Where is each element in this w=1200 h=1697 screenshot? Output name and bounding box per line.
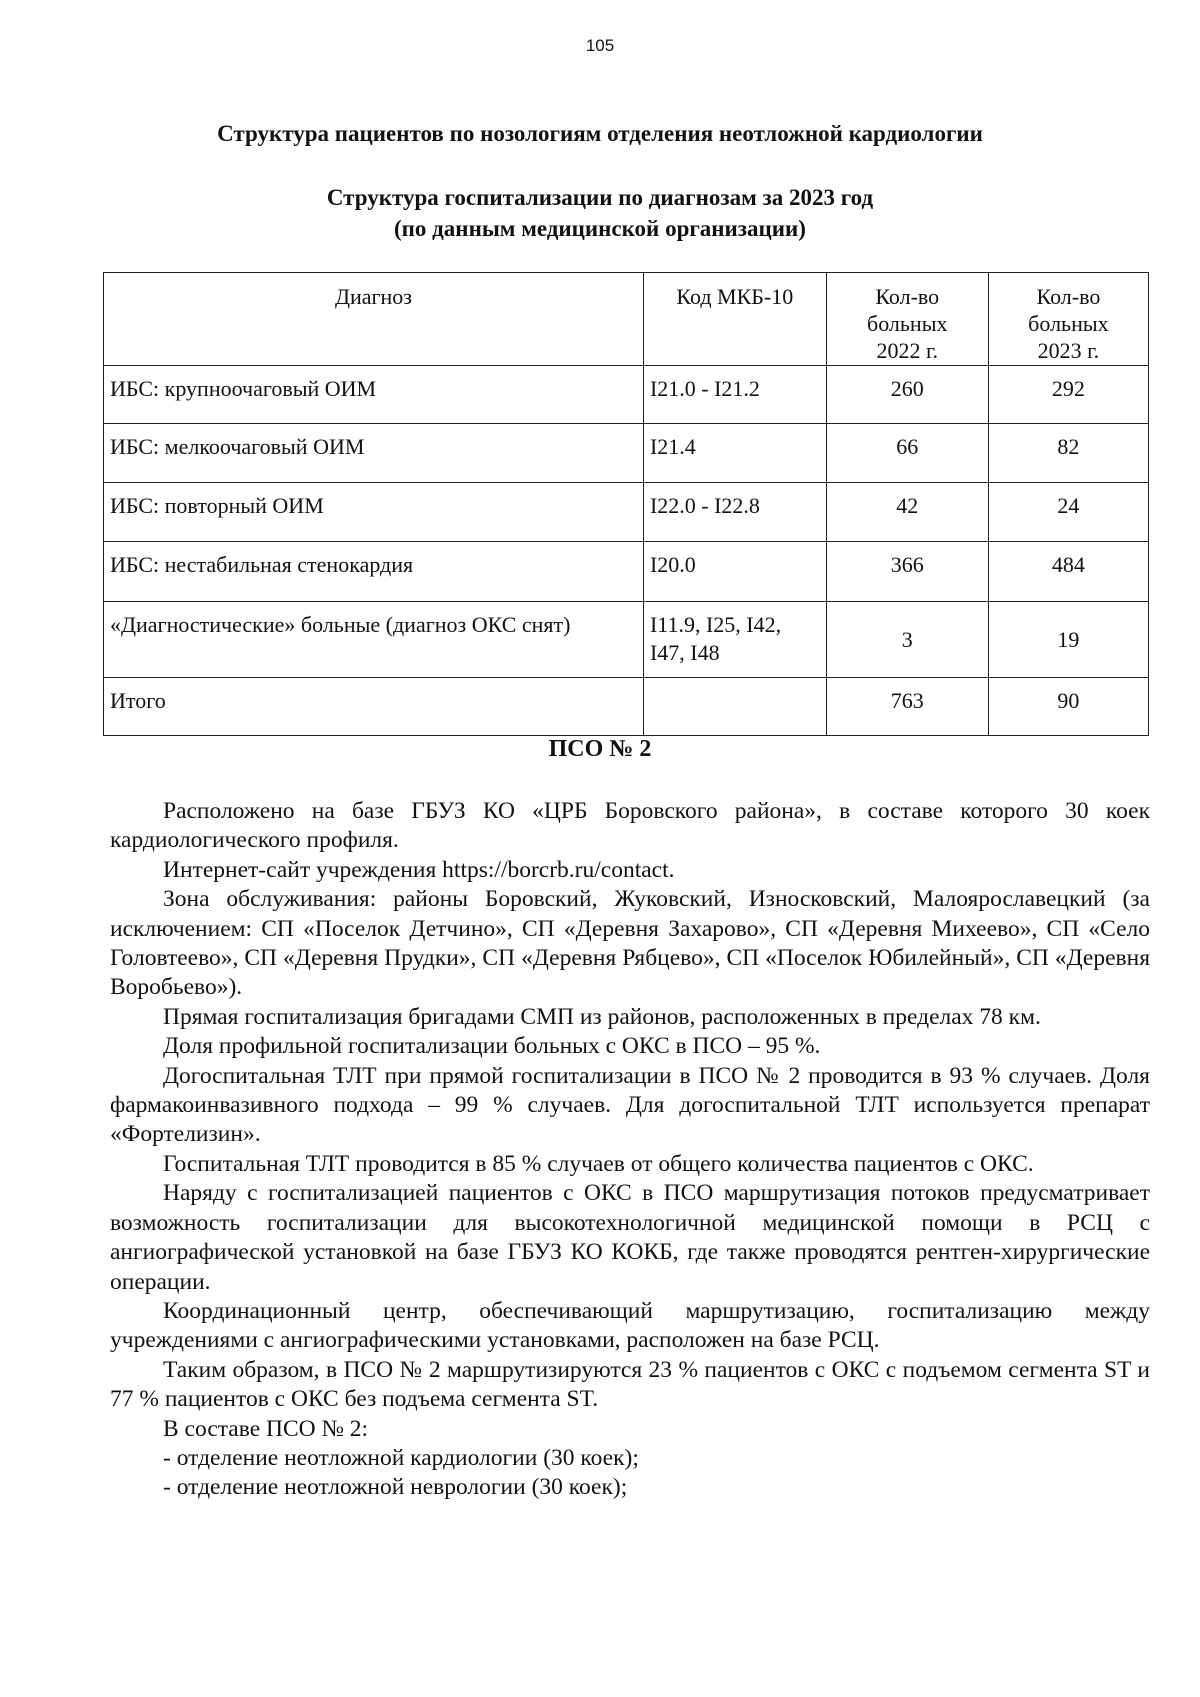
- cell-code: I21.4: [643, 424, 826, 483]
- paragraph-routing: Наряду с госпитализацией пациентов с ОКС в ПСО маршрутизация потоков предусматривает возможность госпитализации для высокотехнологичной медицинской помощи в РСЦ с ангиографической установкой на базе ГБУЗ КО КОКБ, где также проводятся рентген-хирургические операции.: [110, 1180, 1150, 1295]
- document-title: Структура пациентов по нозологиям отделения неотложной кардиологии: [217, 121, 983, 146]
- cell-diagnosis: «Диагностические» больные (диагноз ОКС снят): [104, 602, 644, 678]
- paragraph-coordination-center: Координационный центр, обеспечивающий маршрутизацию, госпитализацию между учреждениями с ангиографическими установками, расположен на базе РСЦ.: [110, 1297, 1150, 1354]
- table-row: [104, 602, 1149, 678]
- diagnosis-table: [103, 272, 1149, 736]
- header-count-2022-l3: 2022 г.: [876, 338, 939, 363]
- cell-diagnosis: ИБС: крупноочаговый ОИМ: [104, 366, 644, 424]
- section-body: [110, 797, 1150, 1503]
- paragraph-hospital-tlt: Госпитальная ТЛТ проводится в 85 % случаев от общего количества пациентов с ОКС.: [163, 1150, 1034, 1177]
- paragraph-location: Расположено на базе ГБУЗ КО «ЦРБ Боровского района», в составе которого 30 коек кардиологического профиля.: [110, 798, 1150, 854]
- paragraph-direct-hospitalization: Прямая госпитализация бригадами СМП из районов, расположенных в пределах 78 км.: [163, 1003, 1041, 1030]
- cell-code: I22.0 - I22.8: [643, 483, 826, 542]
- table-header-row: [104, 273, 1149, 366]
- header-count-2023: [988, 273, 1148, 366]
- cell-count-2023: 82: [988, 424, 1148, 483]
- paragraph-profile-share: Доля профильной госпитализации больных с ОКС в ПСО – 95 %.: [163, 1033, 821, 1060]
- cell-code: [643, 678, 826, 736]
- cell-total-2023: 90: [988, 678, 1148, 736]
- cell-total-2022: 763: [826, 678, 988, 736]
- cell-count-2023: 484: [988, 542, 1148, 602]
- cell-count-2022: 260: [826, 366, 988, 424]
- list-item: - отделение неотложной неврологии (30 коек);: [163, 1474, 628, 1501]
- cell-diagnosis: ИБС: повторный ОИМ: [104, 483, 644, 542]
- paragraph-composition: В составе ПСО № 2:: [163, 1415, 369, 1442]
- header-count-2022-l1: Кол-во: [875, 284, 940, 309]
- header-diagnosis: Диагноз: [104, 273, 644, 366]
- table-title-line-2: (по данным медицинской организации): [394, 216, 806, 241]
- cell-code: I21.0 - I21.2: [643, 366, 826, 424]
- cell-diagnosis: ИБС: нестабильная стенокардия: [104, 542, 644, 602]
- cell-code-line-1: I11.9, I25, I42,: [649, 612, 782, 637]
- header-icd-code: Код МКБ-10: [643, 273, 826, 366]
- header-count-2023-l3: 2023 г.: [1037, 338, 1100, 363]
- cell-code: [643, 602, 826, 678]
- cell-count-2022: 66: [826, 424, 988, 483]
- table-total-row: [104, 678, 1149, 736]
- paragraph-routing-share: Таким образом, в ПСО № 2 маршрутизируются 23 % пациентов с ОКС с подъемом сегмента ST и 77 % пациентов с ОКС без подъема сегмента ST.: [110, 1356, 1150, 1413]
- cell-code: I20.0: [643, 542, 826, 602]
- cell-count-2022: 366: [826, 542, 988, 602]
- cell-count-2023: 24: [988, 483, 1148, 542]
- cell-diagnosis: ИБС: мелкоочаговый ОИМ: [104, 424, 644, 483]
- header-count-2022-l2: больных: [867, 311, 948, 336]
- table-title-line-1: Структура госпитализации по диагнозам за 2023 год: [326, 185, 874, 210]
- page-number: 105: [585, 36, 615, 55]
- cell-count-2023: 19: [988, 602, 1148, 678]
- table-row: [104, 483, 1149, 542]
- cell-count-2022: 3: [826, 602, 988, 678]
- cell-total-label: Итого: [104, 678, 644, 736]
- paragraph-service-zone: Зона обслуживания: районы Боровский, Жуковский, Износковский, Малоярославецкий (за исключением: СП «Поселок Детчино», СП «Деревня Захарово», СП «Деревня Михеево», СП «Село Головтеево», СП «Деревня Прудки», СП «Деревня Рябцево», СП «Поселок Юбилейный», СП «Деревня Воробьево»).: [110, 886, 1150, 1001]
- header-count-2023-l2: больных: [1028, 311, 1109, 336]
- table-row: [104, 366, 1149, 424]
- header-count-2023-l1: Кол-во: [1036, 284, 1101, 309]
- table-row: [104, 542, 1149, 602]
- header-count-2022: [826, 273, 988, 366]
- paragraph-prehospital-tlt: Догоспитальная ТЛТ при прямой госпитализации в ПСО № 2 проводится в 93 % случаев. Доля фармакоинвазивного подхода – 99 % случаев. Для догоспитальной ТЛТ используется препарат «Фортелизин».: [110, 1062, 1150, 1148]
- paragraph-website: Интернет-сайт учреждения https://borcrb.ru/contact.: [163, 856, 675, 883]
- section-title: ПСО № 2: [548, 736, 652, 762]
- cell-count-2022: 42: [826, 483, 988, 542]
- cell-code-line-2: I47, I48: [649, 640, 720, 665]
- list-item: - отделение неотложной кардиологии (30 коек);: [163, 1444, 639, 1471]
- cell-count-2023: 292: [988, 366, 1148, 424]
- table-row: [104, 424, 1149, 483]
